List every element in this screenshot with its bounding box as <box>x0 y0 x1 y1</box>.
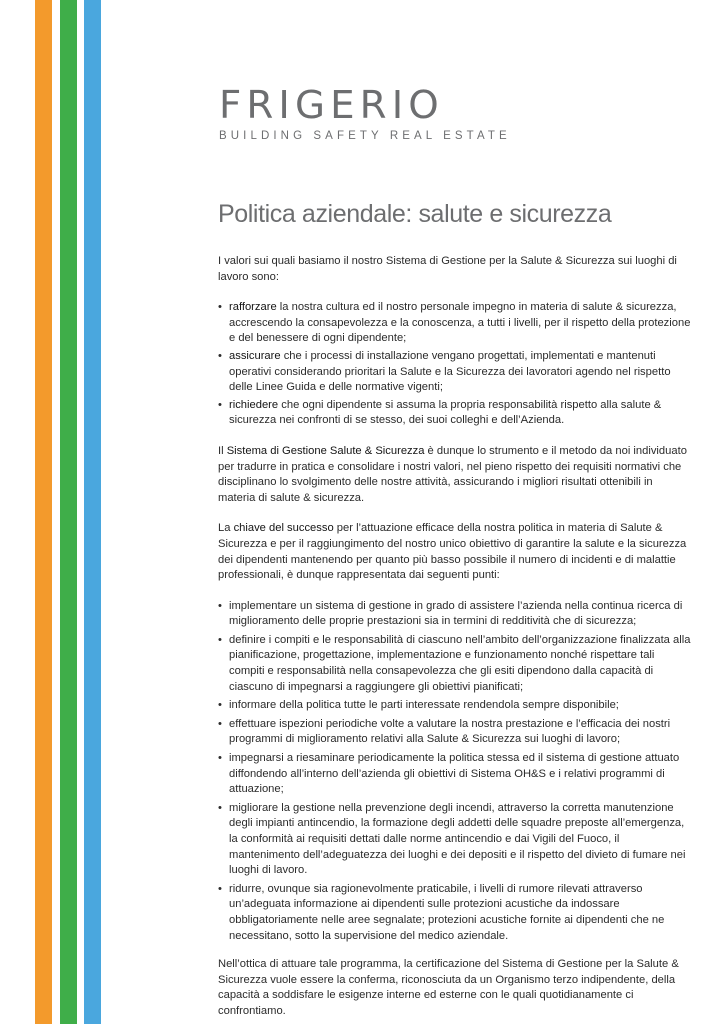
values-list <box>218 300 692 429</box>
value-item <box>218 349 692 396</box>
value-keyword: assicurare <box>229 349 281 362</box>
point-item: • impegnarsi a riesaminare periodicamente la politica stessa ed il sistema di gestione attuato diffondendo all’interno dell’azienda gli obiettivi di Sistema OH&S e i relativi programmi di attuazione; <box>218 751 692 798</box>
point-item: • ridurre, ovunque sia ragionevolmente praticabile, i livelli di rumore rilevati attraverso un’adeguata informazione ai dipendenti sulle protezioni acustiche da indossare obbligatoriamente nelle aree segnalate; protezioni acustiche fornite ai dipendenti che ne necessitano, sotto la supervisione del medico aziendale. <box>218 882 692 944</box>
logo-tagline: BUILDING SAFETY REAL ESTATE <box>219 130 511 142</box>
value-item <box>218 398 692 429</box>
logo-wordmark: FRIGERIO <box>219 83 444 127</box>
value-text: la nostra cultura ed il nostro personale impegno in materia di salute & sicurezza, accrescendo la consapevolezza e la conoscenza, a tutti i livelli, per il rispetto della protezione e del benessere di ogni dipendente; <box>229 301 691 345</box>
value-keyword: richiedere <box>229 398 279 411</box>
key-highlight: chiave del successo <box>233 522 334 535</box>
document-body <box>218 254 692 1020</box>
page-title: Politica aziendale: salute e sicurezza <box>218 200 612 228</box>
key-text: per l’attuazione efficace della nostra politica in materia di Salute & Sicurezza e per il raggiungimento del nostro unico obiettivo di garantire la salute e la sicurezza dei dipendenti mantenendo per quanto più basso possibile il numero di incidenti e di malattie professionali, è dunque rappresentata dai seguenti punti: <box>218 522 687 582</box>
key-paragraph <box>218 521 692 583</box>
orange-stripe <box>35 0 52 1024</box>
points-list <box>218 599 692 944</box>
system-text: è dunque lo strumento e il metodo da noi individuato per tradurre in pratica e consolidare i nostri valori, nel pieno rispetto dei requisiti normativi che disciplinano lo svolgimento delle nostre attività, assicurando i migliori risultati ottenibili in materia di salute & sicurezza. <box>218 444 687 504</box>
point-item: • implementare un sistema di gestione in grado di assistere l’azienda nella continua ricerca di miglioramento delle proprie prestazioni sia in termini di redditività che di sicurezza; <box>218 599 692 630</box>
green-stripe <box>60 0 77 1024</box>
point-item: • effettuare ispezioni periodiche volte a valutare la nostra prestazione e l’efficacia dei nostri programmi di miglioramento relativi alla Salute & Sicurezza sui luoghi di lavoro; <box>218 717 692 748</box>
system-prefix: Il <box>218 444 227 457</box>
value-item <box>218 300 692 347</box>
value-text: che ogni dipendente si assuma la propria responsabilità rispetto alla salute & sicurezza nei confronti di se stesso, dei suoi colleghi e dell’Azienda. <box>229 398 662 427</box>
point-item: • informare della politica tutte le parti interessate rendendola sempre disponibile; <box>218 698 692 714</box>
system-paragraph <box>218 444 692 506</box>
closing-paragraph: Nell’ottica di attuare tale programma, la certificazione del Sistema di Gestione per la Salute & Sicurezza vuole essere la conferma, riconosciuta da un Organismo terzo indipendente, della capacità a soddisfare le esigenze interne ed esterne con le quali quotidianamente ci confrontiamo. <box>218 958 679 1017</box>
frigerio-logo <box>219 83 531 142</box>
value-keyword: rafforzare <box>229 301 277 314</box>
point-item: • definire i compiti e le responsabilità di ciascuno nell’ambito dell’organizzazione finalizzata alla pianificazione, progettazione, implementazione e funzionamento nonché rispettare tali compiti e responsabilità nella consapevolezza che gli esiti dipendono dalla capacità di ciascuno di impegnarsi a raggiungere gli obiettivi pianificati; <box>218 633 692 695</box>
blue-stripe <box>84 0 101 1024</box>
system-highlight: Sistema di Gestione Salute & Sicurezza <box>226 444 425 457</box>
intro-paragraph: I valori sui quali basiamo il nostro Sistema di Gestione per la Salute & Sicurezza sui luoghi di lavoro sono: <box>218 255 677 283</box>
value-text: che i processi di installazione vengano progettati, implementati e mantenuti operativi considerando prioritari la Salute e la Sicurezza dei lavoratori agendo nel rispetto delle Linee Guida e delle normative vigenti; <box>229 349 671 394</box>
point-item: • migliorare la gestione nella prevenzione degli incendi, attraverso la corretta manutenzione degli impianti antincendio, la formazione degli addetti delle squadre preposte all’emergenza, la conformità ai requisiti dettati dalle norme antincendio e dai Vigili del Fuoco, il mantenimento dell’adeguatezza dei luoghi e dei depositi e il rispetto del divieto di fumare nei luoghi di lavoro. <box>218 801 692 879</box>
key-prefix: La <box>218 522 234 535</box>
